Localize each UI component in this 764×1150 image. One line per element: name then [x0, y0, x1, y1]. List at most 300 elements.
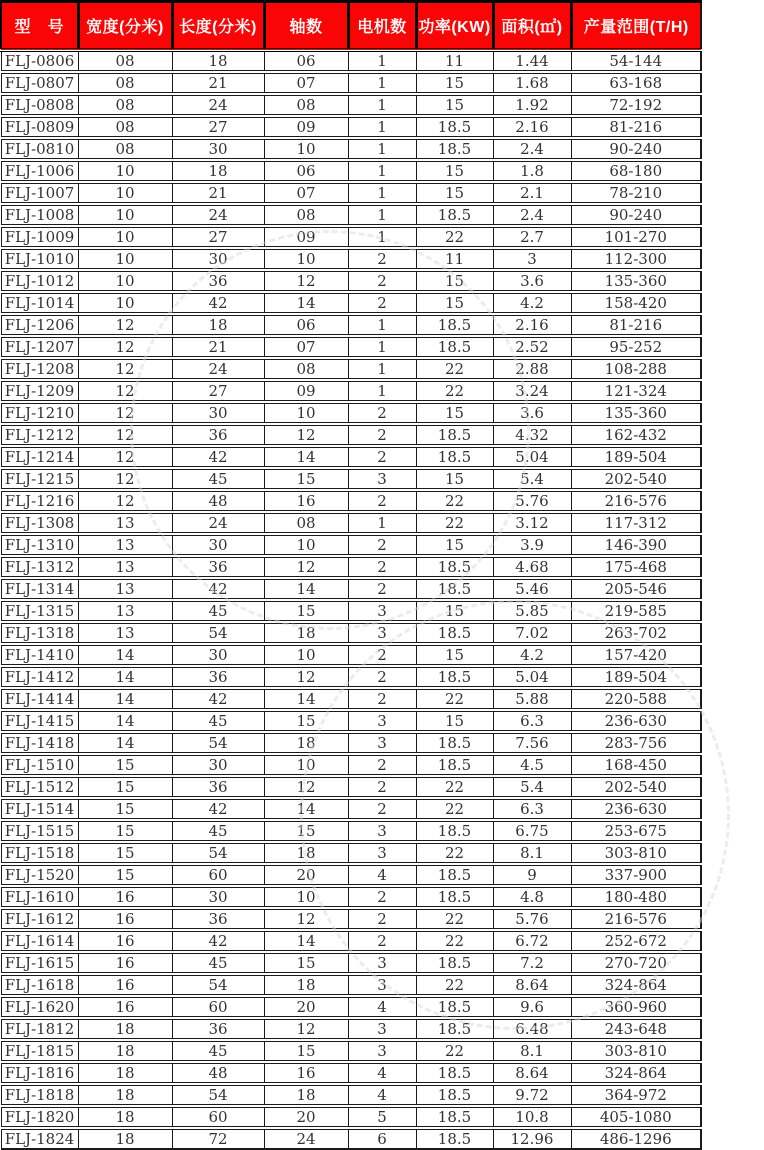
cell-model: FLJ-1620 [1, 996, 78, 1018]
cell-model: FLJ-0810 [1, 138, 78, 160]
cell-axis-count: 06 [264, 160, 348, 182]
cell-motor-count: 2 [348, 798, 416, 820]
table-row [1, 446, 701, 468]
cell-motor-count: 4 [348, 996, 416, 1018]
cell-output-range: 253-675 [571, 820, 701, 842]
cell-width-dm: 16 [78, 908, 172, 930]
cell-power-kw: 15 [416, 600, 493, 622]
cell-area-m2: 2.7 [493, 226, 571, 248]
cell-width-dm: 08 [78, 94, 172, 116]
cell-width-dm: 18 [78, 1106, 172, 1128]
table-row [1, 468, 701, 490]
table-row [1, 996, 701, 1018]
cell-motor-count: 4 [348, 1062, 416, 1084]
cell-area-m2: 2.52 [493, 336, 571, 358]
cell-model: FLJ-1815 [1, 1040, 78, 1062]
cell-model: FLJ-1315 [1, 600, 78, 622]
cell-output-range: 216-576 [571, 490, 701, 512]
cell-length-dm: 42 [172, 292, 264, 314]
cell-area-m2: 1.44 [493, 50, 571, 72]
cell-length-dm: 36 [172, 556, 264, 578]
cell-motor-count: 2 [348, 776, 416, 798]
cell-axis-count: 15 [264, 952, 348, 974]
cell-model: FLJ-0808 [1, 94, 78, 116]
cell-area-m2: 5.04 [493, 446, 571, 468]
cell-area-m2: 3.6 [493, 402, 571, 424]
cell-output-range: 205-546 [571, 578, 701, 600]
cell-length-dm: 42 [172, 578, 264, 600]
cell-length-dm: 45 [172, 468, 264, 490]
cell-length-dm: 21 [172, 182, 264, 204]
table-row [1, 578, 701, 600]
cell-output-range: 158-420 [571, 292, 701, 314]
cell-model: FLJ-1312 [1, 556, 78, 578]
table-row [1, 1128, 701, 1149]
cell-area-m2: 6.3 [493, 710, 571, 732]
cell-output-range: 303-810 [571, 1040, 701, 1062]
cell-axis-count: 10 [264, 402, 348, 424]
cell-motor-count: 2 [348, 292, 416, 314]
column-header-axis-count: 轴数 [264, 2, 348, 50]
cell-power-kw: 22 [416, 974, 493, 996]
cell-width-dm: 08 [78, 116, 172, 138]
cell-axis-count: 15 [264, 468, 348, 490]
cell-output-range: 252-672 [571, 930, 701, 952]
header-row [1, 2, 701, 50]
cell-model: FLJ-1008 [1, 204, 78, 226]
cell-output-range: 63-168 [571, 72, 701, 94]
cell-axis-count: 07 [264, 182, 348, 204]
cell-width-dm: 15 [78, 842, 172, 864]
cell-width-dm: 12 [78, 468, 172, 490]
cell-motor-count: 2 [348, 556, 416, 578]
cell-length-dm: 24 [172, 204, 264, 226]
cell-axis-count: 20 [264, 864, 348, 886]
cell-width-dm: 12 [78, 446, 172, 468]
cell-power-kw: 15 [416, 402, 493, 424]
cell-area-m2: 12.96 [493, 1128, 571, 1149]
cell-model: FLJ-1610 [1, 886, 78, 908]
cell-power-kw: 18.5 [416, 1128, 493, 1149]
cell-output-range: 157-420 [571, 644, 701, 666]
cell-length-dm: 45 [172, 710, 264, 732]
cell-length-dm: 21 [172, 72, 264, 94]
cell-output-range: 337-900 [571, 864, 701, 886]
cell-motor-count: 3 [348, 732, 416, 754]
cell-motor-count: 2 [348, 754, 416, 776]
cell-axis-count: 10 [264, 248, 348, 270]
cell-power-kw: 22 [416, 512, 493, 534]
cell-width-dm: 10 [78, 160, 172, 182]
cell-axis-count: 14 [264, 930, 348, 952]
cell-width-dm: 18 [78, 1018, 172, 1040]
cell-model: FLJ-1410 [1, 644, 78, 666]
cell-model: FLJ-0809 [1, 116, 78, 138]
cell-power-kw: 22 [416, 490, 493, 512]
cell-motor-count: 2 [348, 534, 416, 556]
cell-width-dm: 10 [78, 182, 172, 204]
cell-output-range: 270-720 [571, 952, 701, 974]
cell-area-m2: 2.1 [493, 182, 571, 204]
cell-output-range: 243-648 [571, 1018, 701, 1040]
cell-axis-count: 12 [264, 270, 348, 292]
cell-area-m2: 8.64 [493, 974, 571, 996]
cell-power-kw: 22 [416, 226, 493, 248]
cell-width-dm: 14 [78, 688, 172, 710]
cell-length-dm: 45 [172, 952, 264, 974]
cell-power-kw: 18.5 [416, 732, 493, 754]
cell-power-kw: 22 [416, 798, 493, 820]
cell-output-range: 283-756 [571, 732, 701, 754]
cell-axis-count: 24 [264, 1128, 348, 1149]
cell-model: FLJ-1014 [1, 292, 78, 314]
table-row [1, 336, 701, 358]
table-row [1, 402, 701, 424]
table-row [1, 248, 701, 270]
cell-power-kw: 18.5 [416, 622, 493, 644]
cell-power-kw: 22 [416, 380, 493, 402]
cell-area-m2: 6.75 [493, 820, 571, 842]
table-row [1, 864, 701, 886]
cell-power-kw: 15 [416, 270, 493, 292]
cell-model: FLJ-1615 [1, 952, 78, 974]
cell-length-dm: 45 [172, 1040, 264, 1062]
cell-area-m2: 5.04 [493, 666, 571, 688]
cell-width-dm: 13 [78, 600, 172, 622]
cell-axis-count: 15 [264, 820, 348, 842]
cell-area-m2: 5.4 [493, 776, 571, 798]
table-row [1, 754, 701, 776]
cell-width-dm: 14 [78, 732, 172, 754]
cell-power-kw: 18.5 [416, 424, 493, 446]
cell-length-dm: 36 [172, 1018, 264, 1040]
cell-width-dm: 13 [78, 556, 172, 578]
cell-model: FLJ-1520 [1, 864, 78, 886]
cell-output-range: 146-390 [571, 534, 701, 556]
cell-area-m2: 5.46 [493, 578, 571, 600]
cell-width-dm: 16 [78, 996, 172, 1018]
cell-axis-count: 15 [264, 600, 348, 622]
cell-width-dm: 14 [78, 710, 172, 732]
cell-model: FLJ-1308 [1, 512, 78, 534]
table-body [1, 50, 701, 1149]
cell-model: FLJ-1824 [1, 1128, 78, 1149]
cell-area-m2: 4.5 [493, 754, 571, 776]
cell-model: FLJ-1208 [1, 358, 78, 380]
cell-power-kw: 22 [416, 930, 493, 952]
cell-motor-count: 3 [348, 1040, 416, 1062]
cell-width-dm: 16 [78, 930, 172, 952]
cell-power-kw: 18.5 [416, 116, 493, 138]
cell-motor-count: 4 [348, 1084, 416, 1106]
cell-length-dm: 60 [172, 864, 264, 886]
cell-power-kw: 18.5 [416, 1084, 493, 1106]
cell-width-dm: 14 [78, 644, 172, 666]
cell-motor-count: 3 [348, 468, 416, 490]
cell-width-dm: 10 [78, 204, 172, 226]
cell-width-dm: 12 [78, 314, 172, 336]
cell-motor-count: 3 [348, 974, 416, 996]
cell-axis-count: 12 [264, 908, 348, 930]
table-row [1, 94, 701, 116]
cell-motor-count: 2 [348, 666, 416, 688]
cell-area-m2: 3.6 [493, 270, 571, 292]
cell-length-dm: 54 [172, 622, 264, 644]
cell-area-m2: 5.88 [493, 688, 571, 710]
cell-area-m2: 3 [493, 248, 571, 270]
cell-model: FLJ-1207 [1, 336, 78, 358]
cell-width-dm: 10 [78, 226, 172, 248]
table-row [1, 292, 701, 314]
cell-motor-count: 1 [348, 138, 416, 160]
cell-power-kw: 18.5 [416, 886, 493, 908]
cell-output-range: 54-144 [571, 50, 701, 72]
cell-axis-count: 10 [264, 754, 348, 776]
cell-length-dm: 54 [172, 1084, 264, 1106]
table-row [1, 1040, 701, 1062]
cell-axis-count: 06 [264, 50, 348, 72]
cell-model: FLJ-1414 [1, 688, 78, 710]
cell-model: FLJ-1818 [1, 1084, 78, 1106]
cell-width-dm: 14 [78, 666, 172, 688]
table-row [1, 50, 701, 72]
cell-axis-count: 10 [264, 138, 348, 160]
cell-model: FLJ-1512 [1, 776, 78, 798]
cell-motor-count: 5 [348, 1106, 416, 1128]
cell-width-dm: 18 [78, 1062, 172, 1084]
cell-length-dm: 45 [172, 600, 264, 622]
table-row [1, 204, 701, 226]
table-row [1, 1062, 701, 1084]
cell-width-dm: 12 [78, 358, 172, 380]
cell-power-kw: 18.5 [416, 446, 493, 468]
cell-area-m2: 8.1 [493, 1040, 571, 1062]
cell-axis-count: 15 [264, 710, 348, 732]
cell-width-dm: 16 [78, 886, 172, 908]
table-row [1, 666, 701, 688]
cell-motor-count: 1 [348, 358, 416, 380]
column-header-power-kw: 功率(KW) [416, 2, 493, 50]
cell-axis-count: 08 [264, 512, 348, 534]
cell-power-kw: 18.5 [416, 820, 493, 842]
cell-axis-count: 18 [264, 974, 348, 996]
cell-area-m2: 2.88 [493, 358, 571, 380]
cell-output-range: 216-576 [571, 908, 701, 930]
cell-output-range: 180-480 [571, 886, 701, 908]
cell-motor-count: 3 [348, 710, 416, 732]
cell-output-range: 68-180 [571, 160, 701, 182]
column-header-model: 型 号 [1, 2, 78, 50]
cell-output-range: 81-216 [571, 314, 701, 336]
cell-length-dm: 27 [172, 380, 264, 402]
column-header-output-range: 产量范围(T/H) [571, 2, 701, 50]
table-row [1, 930, 701, 952]
cell-area-m2: 6.3 [493, 798, 571, 820]
cell-area-m2: 4.2 [493, 292, 571, 314]
cell-power-kw: 15 [416, 292, 493, 314]
cell-area-m2: 9.72 [493, 1084, 571, 1106]
cell-motor-count: 1 [348, 94, 416, 116]
cell-output-range: 202-540 [571, 776, 701, 798]
table-row [1, 138, 701, 160]
cell-length-dm: 21 [172, 336, 264, 358]
cell-power-kw: 22 [416, 1040, 493, 1062]
table-row [1, 72, 701, 94]
cell-axis-count: 09 [264, 116, 348, 138]
cell-model: FLJ-1510 [1, 754, 78, 776]
cell-width-dm: 16 [78, 974, 172, 996]
cell-axis-count: 18 [264, 732, 348, 754]
cell-length-dm: 30 [172, 754, 264, 776]
cell-power-kw: 18.5 [416, 1018, 493, 1040]
cell-model: FLJ-1618 [1, 974, 78, 996]
cell-area-m2: 9 [493, 864, 571, 886]
cell-width-dm: 13 [78, 578, 172, 600]
table-row [1, 490, 701, 512]
cell-motor-count: 1 [348, 512, 416, 534]
cell-model: FLJ-1518 [1, 842, 78, 864]
cell-motor-count: 2 [348, 886, 416, 908]
cell-length-dm: 24 [172, 358, 264, 380]
cell-length-dm: 24 [172, 94, 264, 116]
table-row [1, 622, 701, 644]
cell-output-range: 175-468 [571, 556, 701, 578]
cell-axis-count: 14 [264, 798, 348, 820]
cell-area-m2: 3.9 [493, 534, 571, 556]
cell-output-range: 324-864 [571, 1062, 701, 1084]
table-row [1, 908, 701, 930]
cell-model: FLJ-1820 [1, 1106, 78, 1128]
cell-area-m2: 4.32 [493, 424, 571, 446]
cell-model: FLJ-1310 [1, 534, 78, 556]
cell-length-dm: 27 [172, 116, 264, 138]
cell-axis-count: 18 [264, 1084, 348, 1106]
cell-width-dm: 08 [78, 72, 172, 94]
cell-axis-count: 10 [264, 534, 348, 556]
cell-width-dm: 18 [78, 1084, 172, 1106]
cell-axis-count: 09 [264, 380, 348, 402]
cell-power-kw: 22 [416, 776, 493, 798]
cell-area-m2: 5.4 [493, 468, 571, 490]
cell-width-dm: 18 [78, 1040, 172, 1062]
cell-axis-count: 06 [264, 314, 348, 336]
cell-length-dm: 18 [172, 50, 264, 72]
cell-area-m2: 3.24 [493, 380, 571, 402]
cell-axis-count: 08 [264, 358, 348, 380]
table-row [1, 776, 701, 798]
cell-power-kw: 18.5 [416, 864, 493, 886]
cell-motor-count: 3 [348, 600, 416, 622]
cell-length-dm: 42 [172, 930, 264, 952]
cell-power-kw: 18.5 [416, 556, 493, 578]
cell-area-m2: 3.12 [493, 512, 571, 534]
cell-model: FLJ-1816 [1, 1062, 78, 1084]
cell-power-kw: 18.5 [416, 754, 493, 776]
cell-model: FLJ-1515 [1, 820, 78, 842]
cell-width-dm: 15 [78, 754, 172, 776]
cell-area-m2: 2.16 [493, 116, 571, 138]
cell-length-dm: 54 [172, 974, 264, 996]
cell-motor-count: 1 [348, 182, 416, 204]
cell-output-range: 220-588 [571, 688, 701, 710]
table-row [1, 952, 701, 974]
cell-power-kw: 18.5 [416, 952, 493, 974]
cell-model: FLJ-1514 [1, 798, 78, 820]
cell-output-range: 135-360 [571, 270, 701, 292]
table-row [1, 226, 701, 248]
cell-width-dm: 10 [78, 248, 172, 270]
cell-axis-count: 07 [264, 72, 348, 94]
cell-power-kw: 15 [416, 534, 493, 556]
table-row [1, 512, 701, 534]
table-row [1, 380, 701, 402]
cell-width-dm: 13 [78, 622, 172, 644]
table-row [1, 886, 701, 908]
cell-output-range: 168-450 [571, 754, 701, 776]
cell-motor-count: 1 [348, 50, 416, 72]
table-row [1, 732, 701, 754]
cell-axis-count: 16 [264, 1062, 348, 1084]
table-row [1, 556, 701, 578]
cell-length-dm: 48 [172, 490, 264, 512]
cell-output-range: 81-216 [571, 116, 701, 138]
cell-motor-count: 2 [348, 446, 416, 468]
cell-model: FLJ-0807 [1, 72, 78, 94]
cell-width-dm: 18 [78, 1128, 172, 1149]
cell-area-m2: 5.85 [493, 600, 571, 622]
cell-length-dm: 36 [172, 908, 264, 930]
cell-model: FLJ-1418 [1, 732, 78, 754]
cell-model: FLJ-1209 [1, 380, 78, 402]
cell-length-dm: 60 [172, 996, 264, 1018]
table-row [1, 798, 701, 820]
cell-motor-count: 2 [348, 908, 416, 930]
cell-model: FLJ-1012 [1, 270, 78, 292]
cell-motor-count: 1 [348, 336, 416, 358]
cell-length-dm: 24 [172, 512, 264, 534]
cell-length-dm: 45 [172, 820, 264, 842]
cell-motor-count: 1 [348, 116, 416, 138]
cell-power-kw: 22 [416, 842, 493, 864]
cell-width-dm: 12 [78, 490, 172, 512]
cell-area-m2: 4.2 [493, 644, 571, 666]
cell-motor-count: 2 [348, 644, 416, 666]
cell-model: FLJ-1614 [1, 930, 78, 952]
cell-length-dm: 54 [172, 732, 264, 754]
table-row [1, 842, 701, 864]
cell-output-range: 405-1080 [571, 1106, 701, 1128]
cell-model: FLJ-1010 [1, 248, 78, 270]
table-row [1, 160, 701, 182]
cell-length-dm: 30 [172, 248, 264, 270]
cell-axis-count: 14 [264, 292, 348, 314]
cell-width-dm: 12 [78, 402, 172, 424]
cell-width-dm: 15 [78, 776, 172, 798]
cell-area-m2: 5.76 [493, 490, 571, 512]
cell-power-kw: 11 [416, 248, 493, 270]
cell-axis-count: 14 [264, 578, 348, 600]
cell-length-dm: 72 [172, 1128, 264, 1149]
cell-power-kw: 22 [416, 688, 493, 710]
cell-motor-count: 2 [348, 490, 416, 512]
cell-model: FLJ-1318 [1, 622, 78, 644]
cell-area-m2: 9.6 [493, 996, 571, 1018]
cell-model: FLJ-1215 [1, 468, 78, 490]
cell-model: FLJ-1314 [1, 578, 78, 600]
cell-model: FLJ-1216 [1, 490, 78, 512]
cell-length-dm: 18 [172, 160, 264, 182]
cell-width-dm: 15 [78, 820, 172, 842]
